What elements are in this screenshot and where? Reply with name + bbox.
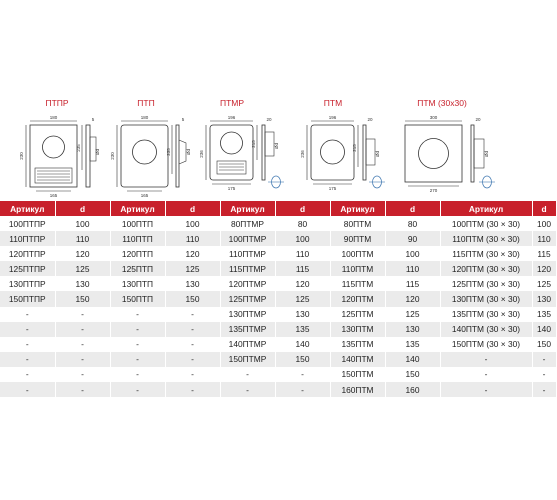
dim-side: 5 [91,117,95,122]
diameter-cell: - [165,352,220,367]
diameter-cell: 115 [385,276,440,291]
article-cell: - [0,352,55,367]
article-cell: 120ПТМР [220,276,275,291]
diameter-cell: 150 [275,352,330,367]
table-row [0,261,556,276]
article-cell: - [440,367,532,382]
dim-width: 196 [227,115,236,120]
header-cell: Артикул [110,201,165,216]
diameter-cell: 135 [385,337,440,352]
article-cell: 110ПТМ [330,261,385,276]
diameter-cell: 80 [275,216,330,231]
dim-dia: 235 [166,148,171,156]
article-cell: 100ПТМР [220,231,275,246]
article-cell: - [0,307,55,322]
header-cell: Артикул [0,201,55,216]
diameter-cell: 100 [165,216,220,231]
dim-height: 230 [19,152,24,160]
product-label-ptmr: ПТМР [219,98,245,108]
dim-dia: 215 [352,144,357,152]
article-cell: - [220,367,275,382]
table-row [0,231,556,246]
article-cell: 135ПТМР [220,322,275,337]
table-row [0,337,556,352]
article-cell: 150ПТМ (30 × 30) [440,337,532,352]
article-cell: 110ПТП [110,231,165,246]
table-row [0,246,556,261]
diameter-cell: - [55,367,110,382]
diameter-cell: 135 [275,322,330,337]
article-cell: 100ПТП [110,216,165,231]
diameter-cell: 100 [275,231,330,246]
diameter-cell: 100 [385,246,440,261]
article-cell: - [110,322,165,337]
diameter-cell: 125 [275,291,330,306]
dim-height: 230 [110,152,115,160]
dim-side: 20 [367,117,373,122]
diameter-cell: - [55,382,110,397]
article-cell: 150ПТМ [330,367,385,382]
table-row [0,322,556,337]
article-cell: - [0,322,55,337]
article-cell: - [440,352,532,367]
diameter-cell: 115 [532,246,556,261]
diameter-cell: - [165,337,220,352]
header-cell: d [165,201,220,216]
dim-side: 20 [475,117,481,122]
article-cell: 120ПТПР [0,246,55,261]
dim-bottom: 165 [140,193,149,198]
diameter-cell: 130 [165,276,220,291]
dim-d: Ød [375,150,380,158]
dim-d: Ød [484,150,489,158]
article-cell: 125ПТМ [330,307,385,322]
diameter-cell: - [165,382,220,397]
article-cell: 130ПТПР [0,276,55,291]
diameter-cell: 150 [385,367,440,382]
article-cell: 90ПТМ [330,231,385,246]
diameter-cell: 150 [532,337,556,352]
diameter-cell: 120 [55,246,110,261]
article-cell: 140ПТМР [220,337,275,352]
article-cell: 150ПТПР [0,291,55,306]
table-row [0,382,556,397]
article-cell: 125ПТПР [0,261,55,276]
diameter-cell: 130 [385,322,440,337]
drawing-ptpr [19,115,100,198]
diameter-cell: 90 [385,231,440,246]
article-cell: 140ПТМ [330,352,385,367]
diameter-cell: 130 [532,291,556,306]
diameter-cell: - [275,382,330,397]
article-cell: 115ПТМ [330,276,385,291]
article-cell: 120ПТП [110,246,165,261]
dim-bottom: 175 [227,186,236,191]
article-cell: 100ПТМ (30 × 30) [440,216,532,231]
article-cell: 135ПТМ (30 × 30) [440,307,532,322]
drawing-ptm [300,115,385,191]
technical-drawings [0,112,500,198]
article-cell: 125ПТП [110,261,165,276]
article-cell: 150ПТП [110,291,165,306]
table-row [0,291,556,306]
dim-side: 5 [181,117,185,122]
dim-d: Ød [95,148,100,156]
product-label-ptm-30x30: ПТМ (30x30) [417,98,467,108]
header-cell: d [55,201,110,216]
article-cell: 160ПТМ [330,382,385,397]
dim-dia: 235 [76,144,81,152]
article-cell: 135ПТМ [330,337,385,352]
diameter-cell: 110 [165,231,220,246]
dim-height: 236 [199,150,204,158]
article-cell: - [0,337,55,352]
diameter-cell: - [55,352,110,367]
article-cell: - [110,337,165,352]
dim-side: 20 [266,117,272,122]
dim-d: Ød [274,142,279,150]
article-cell: 120ПТМ [330,291,385,306]
article-cell: - [0,382,55,397]
product-label-ptpr: ПТПР [45,98,69,108]
article-cell: 125ПТМ (30 × 30) [440,276,532,291]
dim-bottom: 270 [429,188,438,193]
diameter-cell: 125 [165,261,220,276]
drawings-svg [0,112,500,198]
article-cell: 110ПТМ (30 × 30) [440,231,532,246]
diameter-cell: - [165,307,220,322]
diameter-cell: - [55,322,110,337]
drawing-ptmr [199,115,284,191]
diameter-cell: - [275,367,330,382]
product-label-ptm: ПТМ [323,98,343,108]
diameter-cell: 120 [532,261,556,276]
diameter-cell: - [532,352,556,367]
article-cell: 130ПТМ [330,322,385,337]
article-cell: 140ПТМ (30 × 30) [440,322,532,337]
article-cell: 100ПТПР [0,216,55,231]
article-cell: 80ПТМР [220,216,275,231]
diameter-cell: 140 [275,337,330,352]
header-cell: d [275,201,330,216]
dim-dia: 215 [251,140,256,148]
diameter-cell: 80 [385,216,440,231]
header-cell: d [532,201,556,216]
header-cell: Артикул [440,201,532,216]
article-cell: - [220,382,275,397]
dim-width: 196 [328,115,337,120]
article-cell: 80ПТМ [330,216,385,231]
diameter-cell: 110 [275,246,330,261]
table-row [0,352,556,367]
diameter-cell: 130 [275,307,330,322]
article-cell: 115ПТМ (30 × 30) [440,246,532,261]
diameter-cell: 150 [55,291,110,306]
diameter-cell: 140 [532,322,556,337]
drawing-ptp [110,115,191,198]
diameter-cell: 135 [532,307,556,322]
diameter-cell: 120 [275,276,330,291]
dim-bottom: 165 [49,193,58,198]
product-label-ptp: ПТП [137,98,155,108]
article-cell: 120ПТМ (30 × 30) [440,261,532,276]
table-header-row [0,201,556,216]
product-labels [0,98,500,112]
spec-table [0,201,557,397]
diameter-cell: - [532,367,556,382]
table-row [0,367,556,382]
article-cell: - [110,367,165,382]
diameter-cell: 115 [275,261,330,276]
article-cell: 110ПТМР [220,246,275,261]
diameter-cell: 100 [532,216,556,231]
diameter-cell: 125 [532,276,556,291]
article-cell: - [440,382,532,397]
table-row [0,307,556,322]
header-cell: d [385,201,440,216]
diameter-cell: 110 [532,231,556,246]
dim-width: 180 [49,115,58,120]
article-cell: 150ПТМР [220,352,275,367]
diameter-cell: - [55,307,110,322]
table-body [0,216,556,397]
article-cell: 115ПТМР [220,261,275,276]
diameter-cell: 120 [385,291,440,306]
diameter-cell: 110 [55,231,110,246]
article-cell: - [110,352,165,367]
diameter-cell: 100 [55,216,110,231]
dim-width: 180 [140,115,149,120]
article-cell: 130ПТП [110,276,165,291]
diameter-cell: 125 [55,261,110,276]
article-cell: 130ПТМР [220,307,275,322]
article-cell: 130ПТМ (30 × 30) [440,291,532,306]
dim-bottom: 175 [328,186,337,191]
table-row [0,216,556,231]
article-cell: 100ПТМ [330,246,385,261]
table-row [0,276,556,291]
diameter-cell: - [165,322,220,337]
diameter-cell: 160 [385,382,440,397]
dim-width: 300 [429,115,438,120]
diameter-cell: 125 [385,307,440,322]
diameter-cell: 150 [165,291,220,306]
drawing-ptm-30x30 [405,115,495,193]
article-cell: 110ПТПР [0,231,55,246]
diameter-cell: - [55,337,110,352]
article-cell: - [0,367,55,382]
diameter-cell: - [532,382,556,397]
article-cell: 125ПТМР [220,291,275,306]
diameter-cell: 130 [55,276,110,291]
dim-height: 236 [300,150,305,158]
article-cell: - [110,382,165,397]
article-cell: - [110,307,165,322]
header-cell: Артикул [330,201,385,216]
diameter-cell: 140 [385,352,440,367]
diameter-cell: - [165,367,220,382]
dim-d: Ød [186,148,191,156]
header-cell: Артикул [220,201,275,216]
diameter-cell: 120 [165,246,220,261]
diameter-cell: 110 [385,261,440,276]
